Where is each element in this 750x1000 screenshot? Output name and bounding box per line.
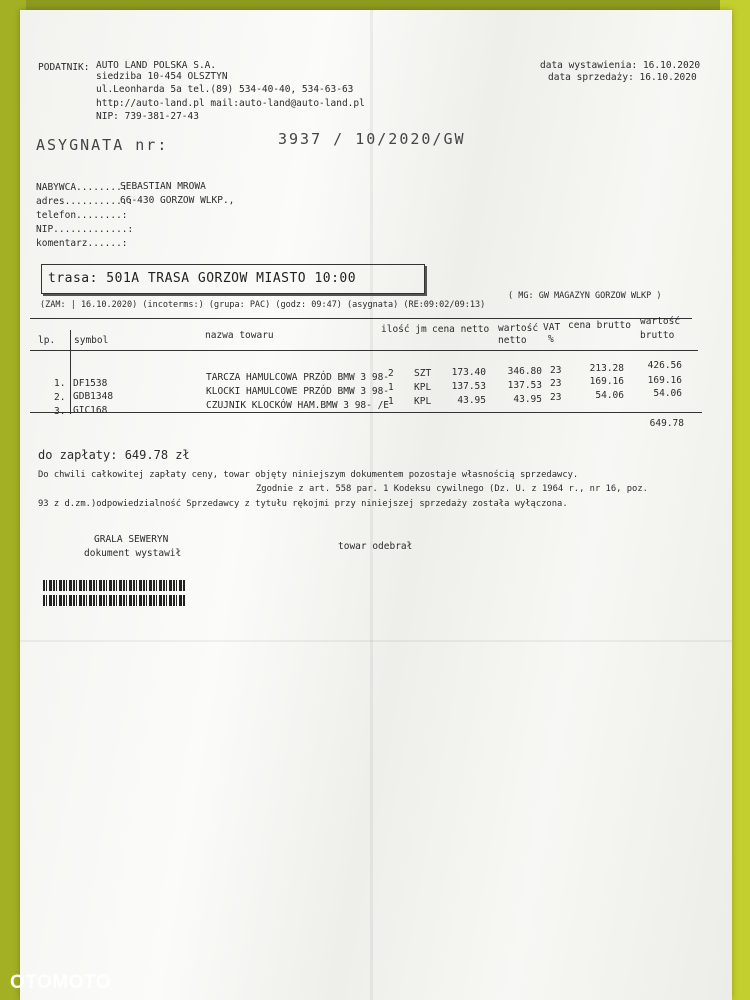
col-net-price: cena netto	[432, 324, 490, 335]
table-row-gross-price: 169.16	[589, 376, 624, 387]
asygnata-number: 3937 / 10/2020/GW	[278, 130, 466, 148]
table-row-gross-price: 54.06	[595, 390, 624, 401]
col-symbol: symbol	[74, 335, 109, 346]
table-row-net-value: 346.80	[507, 366, 542, 377]
table-header-border	[30, 350, 698, 351]
address-label: adres...........:	[36, 196, 134, 207]
table-row-gross-price: 213.28	[589, 363, 624, 374]
issuer-name: GRALA SEWERYN	[94, 534, 169, 545]
col-gross-value: wartość	[640, 316, 681, 327]
table-total-gross: 649.78	[649, 418, 684, 429]
seller-web-mail: http://auto-land.pl mail:auto-land@auto-land.pl	[96, 98, 365, 109]
col-vat-sub: %	[548, 334, 554, 345]
order-info: (ZAM: | 16.10.2020) (incoterms:) (grupa: PAC) (godz: 09:47) (asygnata) (RE:09:02/09:13)	[40, 300, 486, 310]
seller-address-phone: ul.Leonharda 5a tel.(89) 534-40-40, 534-63-63	[96, 84, 354, 95]
table-row-qty: 1	[388, 396, 394, 407]
issuer-label: dokument wystawił	[84, 548, 182, 559]
col-lp: lp.	[38, 335, 56, 346]
buyer-name: SEBASTIAN MROWA	[120, 181, 206, 192]
col-name: nazwa towaru	[205, 330, 274, 341]
table-bottom-border	[30, 412, 702, 413]
table-row-lp: 2.	[54, 392, 66, 403]
table-row-vat: 23	[550, 365, 562, 376]
table-row-unit: SZT	[414, 368, 432, 379]
seller-seat: siedziba 10-454 OLSZTYN	[96, 71, 228, 82]
table-row-name: KLOCKI HAMULCOWE PRZÓD BMW 3 98-	[206, 386, 390, 397]
paper-fold	[20, 640, 732, 642]
col-vat: VAT	[543, 322, 561, 333]
buyer-label: NABYWCA........:	[36, 182, 128, 193]
table-row-net-value: 137.53	[507, 380, 542, 391]
col-net-value-sub: netto	[498, 335, 527, 346]
warehouse-info: ( MG: GW MAGAZYN GORZOW WLKP )	[508, 291, 662, 301]
receiver-label: towar odebrał	[338, 541, 413, 552]
amount-to-pay: do zapłaty: 649.78 zł	[38, 448, 190, 462]
table-row-name: CZUJNIK KLOCKÓW HAM.BMW 3 98- /E	[206, 400, 390, 411]
table-row-unit: KPL	[414, 382, 432, 393]
table-row-net-price: 137.53	[451, 381, 486, 392]
table-row-symbol: GIC168	[73, 405, 108, 416]
col-gross-price: cena brutto	[568, 320, 631, 331]
comment-label: komentarz......:	[36, 238, 128, 249]
buyer-address: 66-430 GORZOW WLKP.,	[120, 195, 235, 206]
seller-label: PODATNIK:	[38, 62, 90, 73]
table-row-vat: 23	[550, 392, 562, 403]
legal-civil-code-clause: Zgodnie z art. 558 par. 1 Kodeksu cywilnego (Dz. U. z 1964 r., nr 16, poz.	[256, 484, 648, 494]
table-row-lp: 3.	[54, 406, 66, 417]
col-net-value: wartość	[498, 323, 539, 334]
table-row-unit: KPL	[414, 396, 432, 407]
legal-warranty-clause: 93 z d.zm.)odpowiedzialność Sprzedawcy z tytułu rękojmi przy niniejszej sprzedaży została wyłączona.	[38, 499, 568, 509]
phone-label: telefon........:	[36, 210, 128, 221]
table-row-vat: 23	[550, 378, 562, 389]
table-row-name: TARCZA HAMULCOWA PRZÓD BMW 3 98-	[206, 372, 390, 383]
table-row-lp: 1.	[54, 378, 66, 389]
col-gross-value-sub: brutto	[640, 330, 675, 341]
table-row-symbol: DF1538	[73, 378, 108, 389]
seller-nip: NIP: 739-381-27-43	[96, 111, 199, 122]
table-row-qty: 1	[388, 382, 394, 393]
sale-date: data sprzedaży: 16.10.2020	[548, 72, 697, 83]
table-row-net-price: 173.40	[451, 367, 486, 378]
table-row-symbol: GDB1348	[73, 391, 114, 402]
legal-ownership-clause: Do chwili całkowitej zapłaty ceny, towar objęty niniejszym dokumentem pozostaje własnością sprzedawcy.	[38, 470, 579, 480]
table-row-net-price: 43.95	[457, 395, 486, 406]
seller-name: AUTO LAND POLSKA S.A.	[96, 60, 217, 71]
table-row-gross-value: 54.06	[653, 388, 682, 399]
route-text: trasa: 501A TRASA GORZOW MIASTO 10:00	[48, 271, 357, 286]
watermark-logo: OTOMOTO	[10, 972, 111, 993]
table-row-gross-value: 426.56	[647, 360, 682, 371]
nip-label: NIP.............:	[36, 224, 134, 235]
col-qty-unit: ilość jm	[381, 324, 427, 335]
barcode	[43, 595, 186, 606]
table-row-gross-value: 169.16	[647, 375, 682, 386]
table-row-qty: 2	[388, 368, 394, 379]
table-row-net-value: 43.95	[513, 394, 542, 405]
barcode	[43, 580, 186, 591]
table-column-divider	[70, 330, 71, 414]
table-top-border	[30, 318, 692, 319]
issue-date: data wystawienia: 16.10.2020	[540, 60, 701, 71]
asygnata-label: ASYGNATA nr:	[36, 136, 169, 154]
